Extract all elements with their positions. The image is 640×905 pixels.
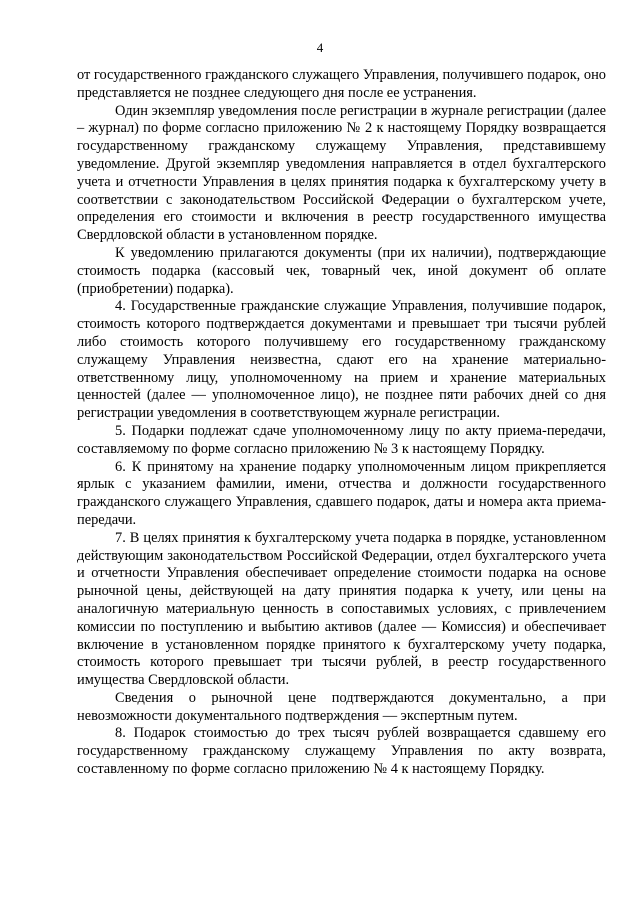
paragraph-item-4: 4. Государственные гражданские служащие Управления, получившие подарок, стоимость которого подтверждается документами и превышает три тысячи рублей либо стоимость которого получившему его государственному гражданскому служащему Управления неизвестна, сдают его на хранение материально-ответственному лицу, уполномоченному на прием и хранение материальных ценностей (далее — уполномоченное лицо), не позднее пяти рабочих дней со дня регистрации уведомления в соответствующем журнале регистрации. bbox=[77, 298, 606, 422]
paragraph-item-7: 7. В целях принятия к бухгалтерскому учета подарка в порядке, установленном действующим законодательством Российской Федерации, отдел бухгалтерского учета и отчетности Управления обеспечивает определение стоимости подарка на основе рыночной цены, действующей на дату принятия подарка к учету, или цены на аналогичную материальную ценность в сопоставимых условиях, с привлечением комиссии по поступлению и выбытию активов (далее — Комиссия) и обеспечивает включение в установленном порядке принятого к бухгалтерскому учету подарка, стоимость которого превышает три тысячи рублей, в реестр государственного имущества Свердловской области. bbox=[77, 529, 606, 689]
paragraph-item-6: 6. К принятому на хранение подарку уполномоченным лицом прикрепляется ярлык с указанием фамилии, имени, отчества и должности государственного гражданского служащего Управления, сдавшего подарок, даты и номера акта приема-передачи. bbox=[77, 458, 606, 528]
paragraph-item-5: 5. Подарки подлежат сдаче уполномоченному лицу по акту приема-передачи, составляемому по форме согласно приложению № 3 к настоящему Порядку. bbox=[77, 422, 606, 457]
paragraph-continuation: от государственного гражданского служащего Управления, получившего подарок, оно представляется не позднее следующего дня после ее устранения. bbox=[77, 67, 606, 101]
document-body bbox=[77, 67, 606, 779]
page-number: 4 bbox=[316, 40, 324, 55]
paragraph-notification-copy: Один экземпляр уведомления после регистрации в журнале регистрации (далее – журнал) по форме согласно приложению № 2 к настоящему Порядку возвращается государственному гражданскому служащему Управления, представившему уведомление. Другой экземпляр уведомления направляется в отдел бухгалтерского учета и отчетности Управления в целях принятия подарка к бухгалтерскому учету в соответствии с законодательством Российской Федерации о бухгалтерском учете, определения его стоимости и включения в реестр государственного имущества Свердловской области в установленном порядке. bbox=[77, 102, 606, 244]
paragraph-market-price: Сведения о рыночной цене подтверждаются документально, а при невозможности документального подтверждения — экспертным путем. bbox=[77, 689, 606, 724]
paragraph-attachments: К уведомлению прилагаются документы (при их наличии), подтверждающие стоимость подарка (кассовый чек, товарный чек, иной документ об оплате (приобретении) подарка). bbox=[77, 244, 606, 297]
paragraph-item-8: 8. Подарок стоимостью до трех тысяч рублей возвращается сдавшему его государственному гражданскому служащему Управления по акту возврата, составленному по форме согласно приложению № 4 к настоящему Порядку. bbox=[77, 725, 606, 778]
